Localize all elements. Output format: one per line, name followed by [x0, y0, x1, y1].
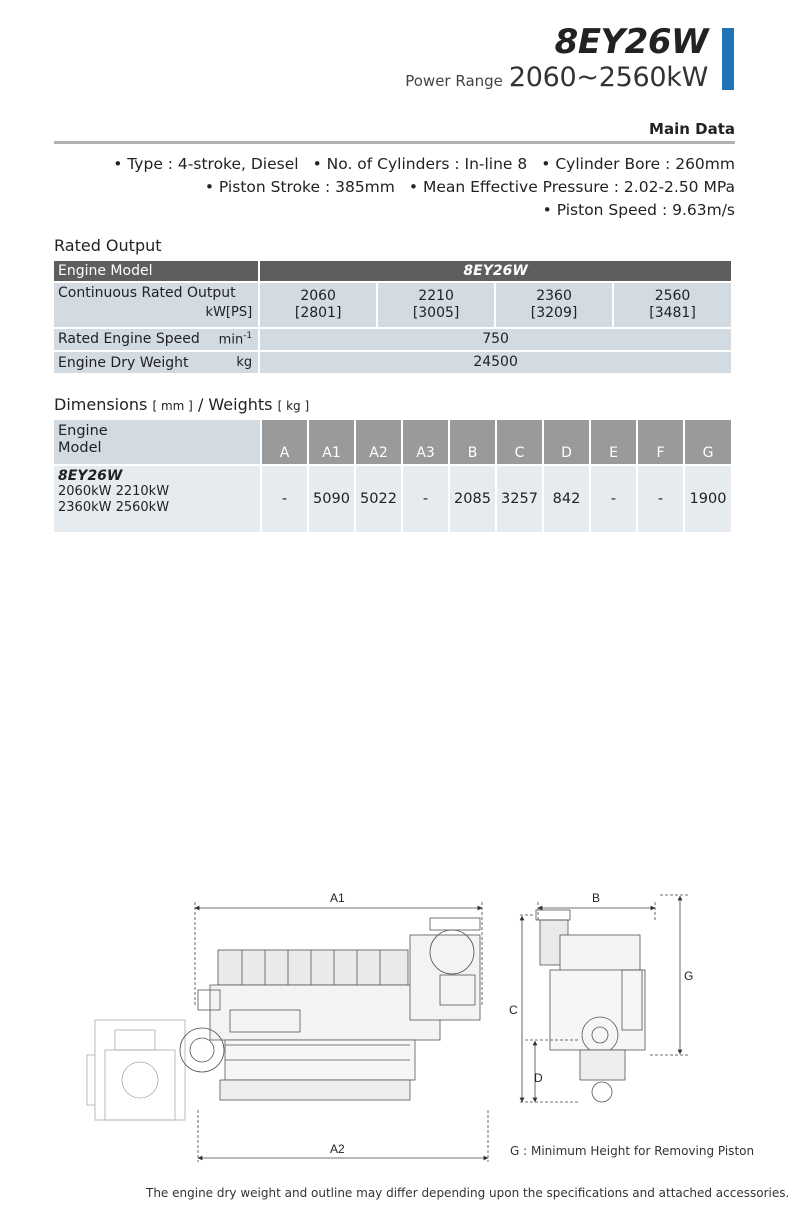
- spec-stroke: • Piston Stroke : 385mm: [204, 178, 395, 196]
- dim-label-d: D: [534, 1071, 543, 1085]
- dimensions-unit: [ mm ]: [152, 399, 193, 413]
- dim-label-c: C: [509, 1003, 518, 1017]
- page-title: 8EY26W: [554, 22, 708, 62]
- dimensions-label: Dimensions: [54, 395, 148, 414]
- table-row: [54, 261, 731, 281]
- weights-label: Weights: [208, 395, 273, 414]
- dimension-value: 1900: [685, 466, 731, 532]
- engine-outline-drawing: [80, 880, 740, 1180]
- cro-cell: [54, 283, 258, 327]
- dim-label-b: B: [592, 891, 601, 905]
- power-range: [405, 62, 708, 98]
- title-separator: /: [192, 395, 209, 414]
- column-header: G: [685, 420, 731, 464]
- engine-model-label: Engine Model: [54, 261, 258, 281]
- dimension-value: -: [262, 466, 307, 532]
- engine-front-outline: [536, 910, 645, 1102]
- output-kw: 2060: [300, 288, 336, 304]
- table-row: [54, 283, 731, 327]
- output-kw: 2210: [418, 288, 454, 304]
- dimensions-table: [52, 418, 733, 534]
- model-outputs: 2360kW 2560kW: [58, 500, 170, 515]
- cro-unit: kW[PS]: [205, 305, 253, 320]
- rated-output-title: Rated Output: [54, 236, 162, 255]
- column-header: C: [497, 420, 542, 464]
- output-cell: [496, 283, 612, 327]
- cro-label: Continuous Rated Output: [58, 285, 236, 301]
- column-header: A1: [309, 420, 354, 464]
- table-row: [54, 466, 731, 532]
- column-header: F: [638, 420, 683, 464]
- table-row: [54, 420, 731, 464]
- weight-label: Engine Dry Weight: [58, 354, 189, 371]
- divider: [54, 141, 735, 144]
- speed-unit: [219, 331, 259, 347]
- dim-label-g: G: [684, 969, 694, 983]
- spec-bore: • Cylinder Bore : 260mm: [541, 155, 735, 173]
- dimension-value: 2085: [450, 466, 495, 532]
- footer-note: The engine dry weight and outline may differ depending upon the specifications and attached accessories.: [146, 1186, 790, 1200]
- column-header: A: [262, 420, 307, 464]
- header-line: Model: [58, 440, 102, 456]
- column-header: A2: [356, 420, 401, 464]
- output-cell: [378, 283, 494, 327]
- dimension-value: 5022: [356, 466, 401, 532]
- model-name: 8EY26W: [58, 468, 123, 484]
- table-row: [54, 352, 731, 373]
- rated-output-table: [52, 259, 733, 375]
- dimension-value: -: [403, 466, 448, 532]
- table-row: [54, 329, 731, 350]
- dimension-value: -: [638, 466, 683, 532]
- output-ps: [3209]: [530, 305, 578, 321]
- column-header: D: [544, 420, 589, 464]
- engine-side-outline: [180, 918, 480, 1100]
- dimension-value: 3257: [497, 466, 542, 532]
- column-header: B: [450, 420, 495, 464]
- weights-unit: [ kg ]: [277, 399, 310, 413]
- output-cell: [614, 283, 731, 327]
- dimensions-title: [54, 395, 309, 414]
- model-outputs: 2060kW 2210kW: [58, 484, 170, 499]
- speed-unit-base: min: [218, 332, 244, 348]
- weight-value: 24500: [260, 352, 731, 373]
- column-header: E: [591, 420, 636, 464]
- speed-unit-sup: -1: [243, 331, 253, 342]
- spec-mep: • Mean Effective Pressure : 2.02-2.50 MPa: [408, 178, 735, 196]
- dimension-value: -: [591, 466, 636, 532]
- main-data-title: Main Data: [649, 120, 735, 138]
- spec-list: [99, 153, 735, 222]
- power-range-value: 2060~2560kW: [508, 62, 708, 93]
- dimension-value: 5090: [309, 466, 354, 532]
- output-ps: [2801]: [294, 305, 342, 321]
- weight-cell: [54, 352, 258, 373]
- speed-value: 750: [260, 329, 731, 350]
- dim-label-a1: A1: [330, 891, 345, 905]
- output-kw: 2560: [654, 288, 691, 304]
- dimension-value: 842: [544, 466, 589, 532]
- accent-bar: [722, 28, 734, 90]
- model-cell: [54, 466, 260, 532]
- column-header: A3: [403, 420, 448, 464]
- weight-unit: kg: [236, 354, 253, 370]
- spec-cylinders: • No. of Cylinders : In-line 8: [312, 155, 528, 173]
- output-cell: [260, 283, 376, 327]
- dim-label-a2: A2: [330, 1142, 345, 1156]
- spec-type: • Type : 4-stroke, Diesel: [113, 155, 299, 173]
- output-ps: [3481]: [649, 305, 696, 321]
- engine-model-name: 8EY26W: [260, 261, 731, 281]
- power-range-label: Power Range: [405, 72, 503, 90]
- speed-label: Rated Engine Speed: [58, 331, 200, 348]
- spec-piston-speed: • Piston Speed : 9.63m/s: [542, 201, 735, 219]
- speed-cell: [54, 329, 258, 350]
- generator-outline: [87, 1020, 185, 1120]
- g-note: G : Minimum Height for Removing Piston: [510, 1144, 755, 1158]
- engine-model-header: [54, 420, 260, 464]
- header-line: Engine: [58, 423, 108, 439]
- output-kw: 2360: [536, 288, 572, 304]
- output-ps: [3005]: [412, 305, 460, 321]
